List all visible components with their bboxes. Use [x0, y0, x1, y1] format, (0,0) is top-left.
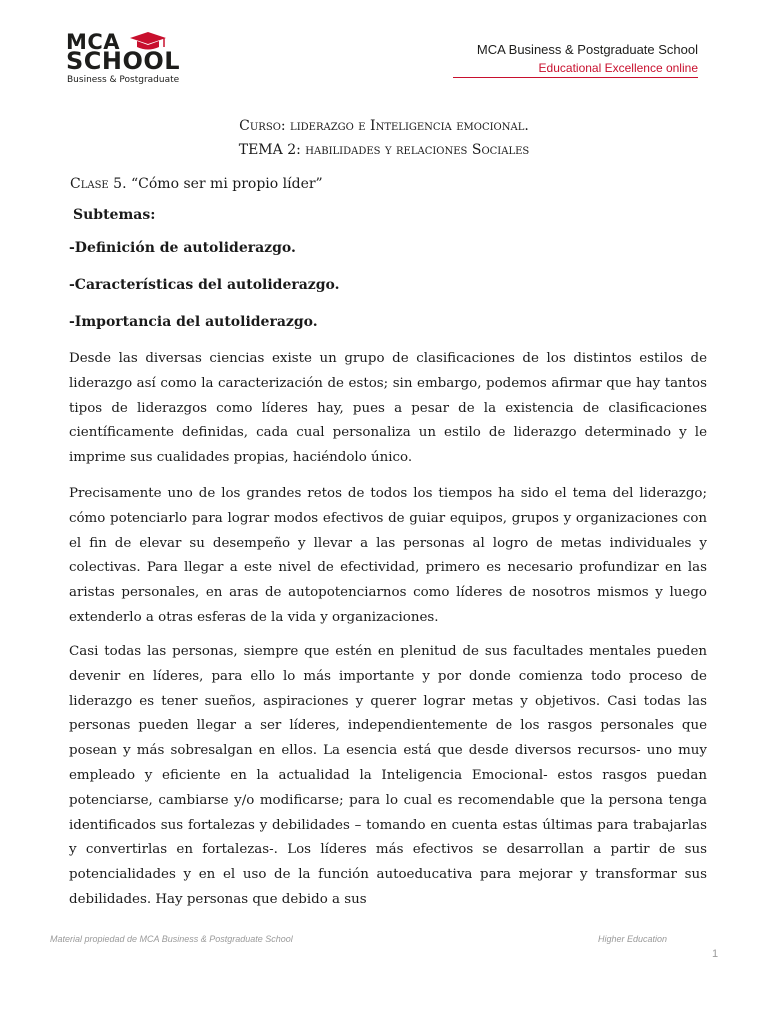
class-title: . “Cómo ser mi propio líder” — [122, 176, 323, 192]
class-label: Clase 5 — [70, 176, 123, 192]
header-tagline: Educational Excellence online — [453, 61, 698, 78]
subtopic-item: -Definición de autoliderazgo. — [69, 240, 296, 256]
header-school-name: MCA Business & Postgraduate School — [476, 42, 698, 57]
logo-subtitle: Business & Postgraduate — [67, 75, 180, 85]
footer-copyright: Material propiedad de MCA Business & Postgraduate School — [50, 934, 293, 944]
subtemas-heading: Subtemas: — [73, 207, 156, 223]
body-paragraph: Desde las diversas ciencias existe un grupo de clasificaciones de los distintos estilos de liderazgo así como la caracterización de estos; sin embargo, podemos afirmar que hay tantos tipos de liderazgos como líderes hay, pues a pesar de la existencia de clasificaciones científicamente definidas, cada cual personaliza un estilo de liderazgo determinado y le imprime sus cualidades propias, haciéndolo único. — [69, 351, 707, 466]
logo-school-text: SCHOOL — [66, 47, 181, 75]
topic-name: : habilidades y relaciones Sociales — [296, 142, 530, 158]
topic-prefix: TEMA 2 — [238, 142, 297, 158]
logo-mca-text: MCA — [66, 30, 121, 54]
subtopic-item: -Características del autoliderazgo. — [69, 277, 340, 293]
body-paragraph: Casi todas las personas, siempre que estén en plenitud de sus facultades mentales pueden devenir en líderes, para ello lo más importante y por donde comienza todo proceso de liderazgo es tener sueños, aspiraciones y querer lograr metas y objetivos. Casi todas las personas pueden llegar a ser líderes, independientemente de los rasgos personales que posean y más sobresalgan en ellos. La esencia está que desde diversos recursos- uno muy empleado y eficiente en la actualidad la Inteligencia Emocional- estos rasgos puedan potenciarse, cambiarse y/o modificarse; para lo cual es recomendable que la persona tenga identificados sus fortalezas y debilidades – tomando en cuenta estas últimas para trabajarlas y convertirlas en fortalezas-. Los líderes más efectivos se desarrollan a partir de sus potencialidades y en el uso de la función autoeducativa para mejorar y transformar sus debilidades. Hay personas que debido a sus — [69, 644, 707, 907]
class-heading — [70, 176, 323, 192]
mca-school-logo — [66, 30, 206, 90]
topic-title — [0, 142, 768, 158]
page-number: 1 — [712, 948, 719, 960]
footer-label: Higher Education — [598, 934, 668, 944]
page-header — [453, 42, 698, 78]
subtopic-item: -Importancia del autoliderazgo. — [69, 314, 318, 330]
course-title: Curso: liderazgo e Inteligencia emocional. — [239, 118, 529, 134]
body-paragraph: Precisamente uno de los grandes retos de todos los tiempos ha sido el tema del liderazgo; cómo potenciarlo para lograr modos efectivos de guiar equipos, grupos y organizaciones con el fin de elevar su desempeño y llevar a las personas al logro de metas individuales y colectivas. Para llegar a este nivel de efectividad, primero es necesario profundizar en las aristas personales, en aras de autopotenciarnos como líderes de nosotros mismos y luego extenderlo a otras esferas de la vida y organizaciones. — [69, 486, 707, 625]
